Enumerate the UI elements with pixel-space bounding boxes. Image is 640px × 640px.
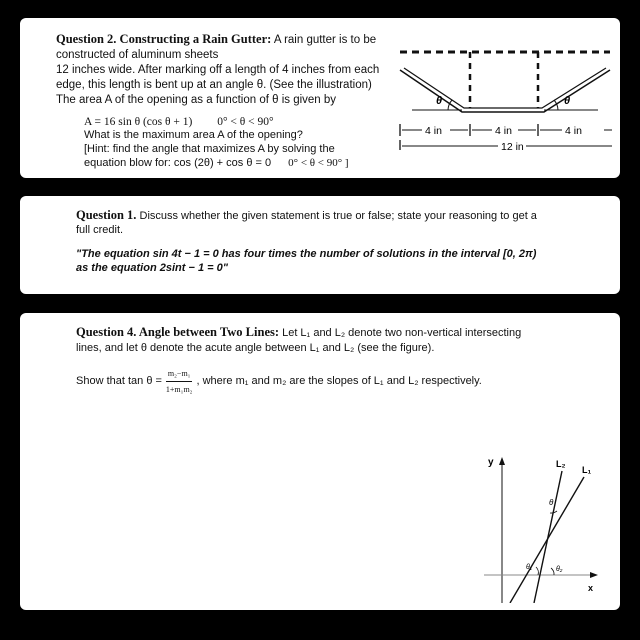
gutter-diagram [398, 40, 628, 150]
question-2-ask: What is the maximum area A of the opening? [84, 129, 303, 141]
area-formula: A = 16 sin θ (cos θ + 1) [84, 116, 193, 128]
area-formula-domain: 0° < θ < 90° [217, 116, 274, 128]
theta-label: θ [549, 498, 554, 507]
theta-right-label: θ [564, 95, 571, 107]
theta2-label: θ₂ [556, 566, 563, 573]
line-l1 [510, 477, 584, 603]
angle-arc-theta1 [536, 567, 538, 575]
two-lines-figure [480, 453, 600, 603]
question-2-heading: Question 2. Constructing a Rain Gutter: [56, 32, 272, 46]
question-1-body-1: Discuss whether the given statement is true or false; state your reasoning to get a [136, 210, 537, 222]
question-1-card [20, 196, 620, 294]
tan-fraction-denominator: 1+m₁m₂ [165, 385, 193, 394]
gutter-profile [400, 70, 610, 112]
dim-label-3: 4 in [565, 125, 582, 137]
question-2-card [20, 18, 620, 178]
angle-arc-theta2 [551, 568, 554, 575]
question-4-body-2: lines, and let θ denote the acute angle between L₁ and L₂ (see the figure). [76, 342, 435, 354]
question-4-card [20, 313, 620, 610]
quote-line-1: "The equation sin 4t − 1 = 0 has four times the number of solutions in the interval [0, 2π) [76, 248, 537, 260]
theta-left-label: θ [436, 95, 443, 107]
tan-fraction-numerator: m₂−m₁ [166, 366, 193, 382]
question-1-quote [76, 247, 600, 275]
hint-line-2: equation blow for: cos (2θ) + cos θ = 0 [84, 157, 272, 169]
question-4-heading: Question 4. Angle between Two Lines: [76, 325, 280, 339]
quote-line-2: as the equation 2sint − 1 = 0" [76, 262, 228, 274]
hint-line-1: [Hint: find the angle that maximizes A by solving the [84, 143, 335, 155]
question-1-heading: Question 1. [76, 208, 137, 222]
question-2-body-1: A rain gutter is to be constructed of aluminum sheets [56, 34, 377, 61]
question-2-text [56, 32, 396, 108]
y-axis-label: y [488, 457, 494, 468]
hint-domain: 0° < θ < 90° ] [288, 157, 349, 169]
question-2-body-4: The area A of the opening as a function of θ is given by [56, 94, 337, 106]
tan-formula-row [76, 366, 600, 397]
tan-suffix: , where m₁ and m₂ are the slopes of L₁ and L₂ respectively. [196, 375, 482, 387]
l2-label: L₂ [556, 459, 566, 469]
x-axis-arrow [590, 572, 598, 578]
l1-label: L₁ [582, 465, 592, 475]
dim-total-label: 12 in [501, 141, 524, 150]
question-2-body-2: 12 inches wide. After marking off a length of 4 inches from each [56, 64, 380, 76]
tan-prefix: Show that tan θ = [76, 375, 162, 387]
question-4-body-1: Let L₁ and L₂ denote two non-vertical intersecting [279, 327, 522, 339]
question-2-hint [84, 128, 424, 170]
dim-label-2: 4 in [495, 125, 512, 137]
x-axis-label: x [588, 583, 594, 593]
question-4-text [76, 325, 600, 356]
dim-label-1: 4 in [425, 125, 442, 137]
theta1-label: θ₁ [526, 564, 533, 571]
gutter-profile-inner [404, 68, 606, 108]
y-axis-arrow [499, 457, 505, 465]
question-1-body-2: full credit. [76, 224, 124, 236]
tan-fraction [166, 366, 193, 397]
question-1-text [76, 208, 600, 275]
question-2-body-3: edge, this length is bent up at an angle θ. (See the illustration) [56, 79, 372, 91]
